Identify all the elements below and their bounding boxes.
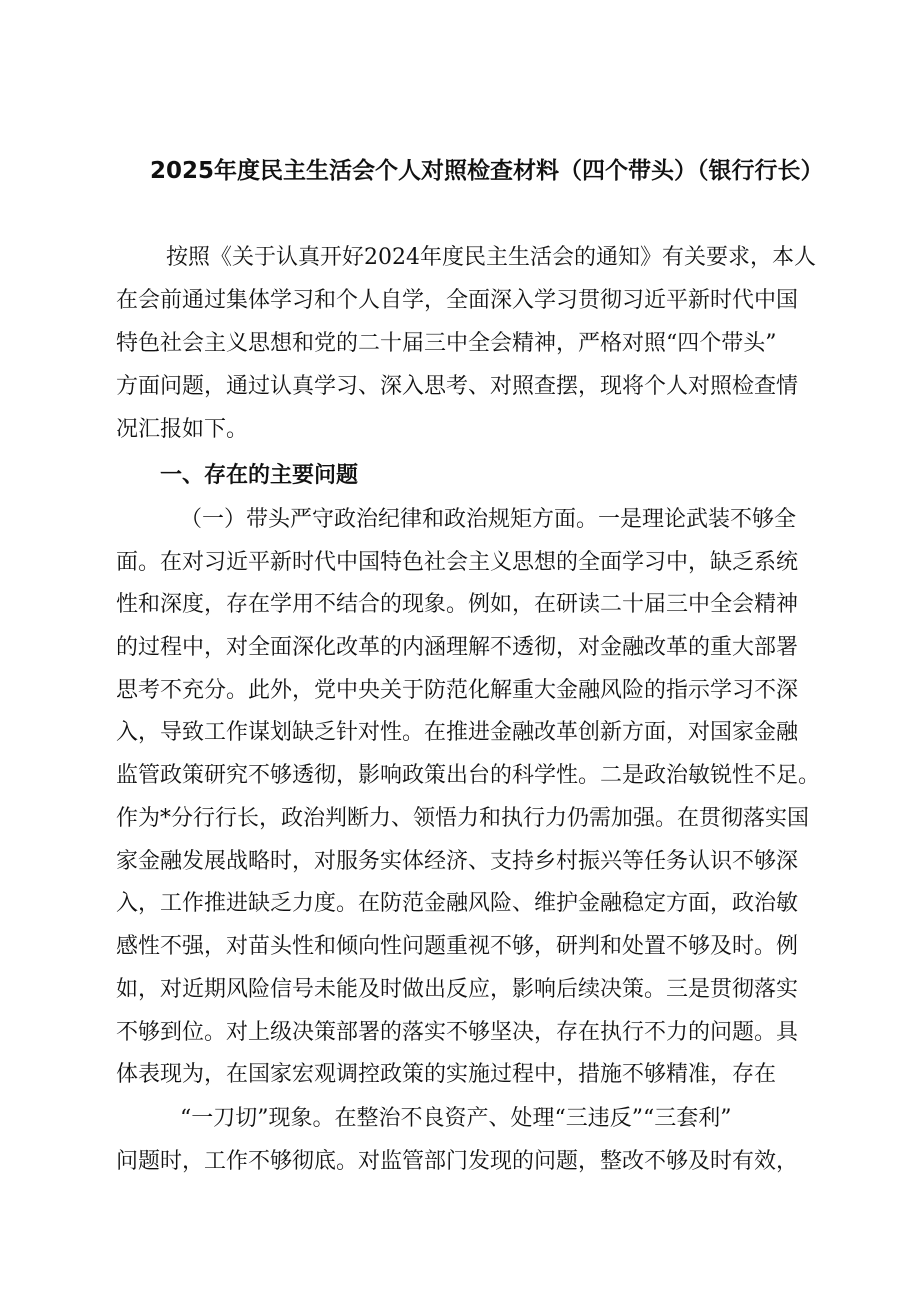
section-line-8: 作为*分行行长，政治判断力、领悟力和执行力仍需加强。在贯彻落实国 bbox=[116, 806, 810, 831]
intro-line-5: 况汇报如下。 bbox=[116, 417, 249, 442]
document-title: 2025年度民主生活会个人对照检查材料（四个带头）（银行行长） bbox=[150, 158, 824, 184]
section-line-5: 思考不充分。此外，党中央关于防范化解重大金融风险的指示学习不深 bbox=[116, 678, 799, 703]
section-line-9: 家金融发展战略时，对服务实体经济、支持乡村振兴等任务认识不够深 bbox=[116, 849, 799, 874]
section-line-11: 感性不强，对苗头性和倾向性问题重视不够，研判和处置不够及时。例 bbox=[116, 934, 799, 959]
section-line-4: 的过程中，对全面深化改革的内涵理解不透彻，对金融改革的重大部署 bbox=[116, 635, 799, 660]
intro-line-1: 按照《关于认真开好2024年度民主生活会的通知》有关要求，本人 bbox=[166, 245, 816, 270]
section-line-12: 如，对近期风险信号未能及时做出反应，影响后续决策。三是贯彻落实 bbox=[116, 977, 799, 1002]
section-line-3: 性和深度，存在学用不结合的现象。例如，在研读二十届三中全会精神 bbox=[116, 592, 799, 617]
section-line-16: 问题时，工作不够彻底。对监管部门发现的问题，整改不够及时有效， bbox=[116, 1149, 799, 1174]
section-line-6: 入，导致工作谋划缺乏针对性。在推进金融改革创新方面，对国家金融 bbox=[116, 720, 799, 745]
intro-line-2: 在会前通过集体学习和个人自学，全面深入学习贯彻习近平新时代中国 bbox=[116, 288, 799, 313]
section-line-7: 监管政策研究不够透彻，影响政策出台的科学性。二是政治敏锐性不足。 bbox=[116, 763, 821, 788]
intro-line-3: 特色社会主义思想和党的二十届三中全会精神，严格对照“四个带头” bbox=[116, 331, 777, 356]
section-line-14: 体表现为，在国家宏观调控政策的实施过程中，措施不够精准，存在 bbox=[116, 1062, 777, 1087]
intro-line-4: 方面问题，通过认真学习、深入思考、对照查摆，现将个人对照检查情 bbox=[116, 374, 799, 399]
section-line-13: 不够到位。对上级决策部署的落实不够坚决，存在执行不力的问题。具 bbox=[116, 1020, 799, 1045]
section-line-2: 面。在对习近平新时代中国特色社会主义思想的全面学习中，缺乏系统 bbox=[116, 550, 799, 575]
section-line-1: （一）带头严守政治纪律和政治规矩方面。一是理论武装不够全 bbox=[180, 507, 797, 532]
section-line-10: 入，工作推进缺乏力度。在防范金融风险、维护金融稳定方面，政治敏 bbox=[116, 891, 799, 916]
section-line-15: “一刀切”现象。在整治不良资产、处理“三违反”“三套利” bbox=[180, 1106, 732, 1131]
section-heading: 一、存在的主要问题 bbox=[160, 463, 359, 488]
